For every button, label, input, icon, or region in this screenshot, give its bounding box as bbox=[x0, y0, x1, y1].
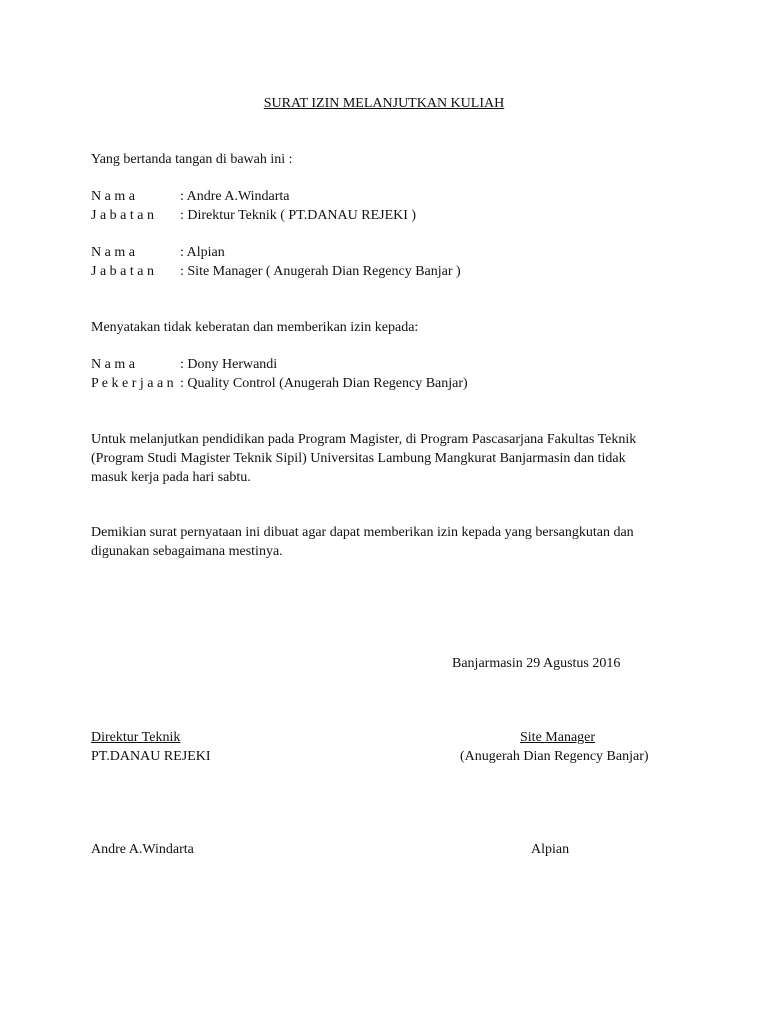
signatory-2-position-row bbox=[91, 262, 461, 281]
occupation-value: : Quality Control (Anugerah Dian Regency Banjar) bbox=[180, 376, 468, 391]
left-signer-position: Direktur Teknik bbox=[91, 730, 181, 745]
intro-text: Yang bertanda tangan di bawah ini : bbox=[91, 152, 293, 167]
closing-line: digunakan sebagaimana mestinya. bbox=[91, 544, 283, 559]
left-signer-company: PT.DANAU REJEKI bbox=[91, 749, 211, 764]
purpose-paragraph bbox=[91, 430, 691, 487]
closing-line: Demikian surat pernyataan ini dibuat agar dapat memberikan izin kepada yang bersangkutan dan bbox=[91, 525, 634, 540]
signatory-2-name-row bbox=[91, 243, 225, 262]
signatory-1-name-row bbox=[91, 187, 289, 206]
purpose-line: (Program Studi Magister Teknik Sipil) Universitas Lambung Mangkurat Banjarmasin dan tidak bbox=[91, 451, 626, 466]
name-label: N a m a bbox=[91, 189, 135, 204]
purpose-line: Untuk melanjutkan pendidikan pada Program Magister, di Program Pascasarjana Fakultas Teknik bbox=[91, 432, 637, 447]
name-label: N a m a bbox=[91, 245, 135, 260]
recipient-name-row bbox=[91, 355, 277, 374]
position-value: : Site Manager ( Anugerah Dian Regency Banjar ) bbox=[180, 264, 461, 279]
recipient-occupation-row bbox=[91, 374, 468, 393]
right-signer-company: (Anugerah Dian Regency Banjar) bbox=[460, 749, 649, 764]
name-value: : Dony Herwandi bbox=[180, 357, 278, 372]
statement-text: Menyatakan tidak keberatan dan memberikan izin kepada: bbox=[91, 320, 419, 335]
signatory-1-position-row bbox=[91, 206, 416, 225]
position-label: J a b a t a n bbox=[91, 208, 154, 223]
right-signer-name: Alpian bbox=[531, 842, 570, 857]
occupation-label: P e k e r j a a n bbox=[91, 376, 174, 391]
place-date: Banjarmasin 29 Agustus 2016 bbox=[452, 656, 621, 671]
left-signer-name: Andre A.Windarta bbox=[91, 842, 194, 857]
name-value: : Andre A.Windarta bbox=[180, 189, 290, 204]
closing-paragraph bbox=[91, 523, 691, 561]
position-label: J a b a t a n bbox=[91, 264, 154, 279]
purpose-line: masuk kerja pada hari sabtu. bbox=[91, 470, 251, 485]
name-label: N a m a bbox=[91, 357, 135, 372]
position-value: : Direktur Teknik ( PT.DANAU REJEKI ) bbox=[180, 208, 417, 223]
letter-title: SURAT IZIN MELANJUTKAN KULIAH bbox=[263, 96, 505, 111]
right-signer-position: Site Manager bbox=[520, 730, 596, 745]
name-value: : Alpian bbox=[180, 245, 225, 260]
